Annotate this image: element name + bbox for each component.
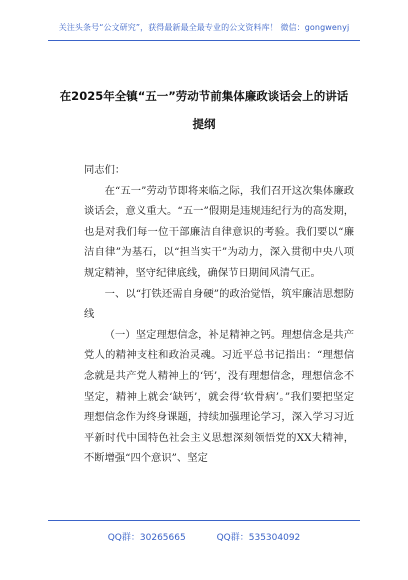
footer-qq-group-2: QQ群：535304092 (216, 533, 301, 543)
paragraph-intro: 在“五一”劳动节即将来临之际，我们召开这次集体廉政谈话会，意义重大。“五一”假期是违规违纪行为的高发期，也是对我们每一位干部廉洁自律意识的考验。我们要以“廉洁自律”为基石，以“担当实干”为动力，深入贯彻中央八项规定精神，坚守纪律底线，确保节日期间风清气正。 (84, 184, 354, 279)
section-heading-1: 一、以“打铁还需自身硬”的政治觉悟，筑牢廉洁思想防线 (84, 287, 354, 321)
paragraph-1-1: （一）坚定理想信念，补足精神之钙。理想信念是共产党人的精神支柱和政治灵魂。习近平总书记指出：“理想信念就是共产党人精神上的‘钙’，没有理想信念，理想信念不坚定，精神上就会‘缺钙’，就会得‘软骨病’。”我们要把坚定理想信念作为终身课题，持续加强理论学习，深入学习习近平新时代中国特色社会主义思想深刻领悟党的XX大精神，不断增强“四个意识”、坚定 (84, 328, 354, 465)
header-promo-note: 关注头条号“公文研究”，获得最新最全最专业的公文资料库！ 微信：gongwenyj (58, 23, 350, 32)
greeting: 同志们： (84, 164, 126, 176)
document-body (84, 160, 354, 469)
header-divider (48, 40, 360, 41)
document-title: 在2025年全镇“五一”劳动节前集体廉政谈话会上的讲话 (59, 89, 349, 103)
footer-contacts (0, 530, 408, 543)
footer-qq-group-1: QQ群：30265665 (107, 533, 186, 543)
document-subtitle: 提纲 (192, 117, 216, 131)
footer-divider (48, 520, 360, 521)
